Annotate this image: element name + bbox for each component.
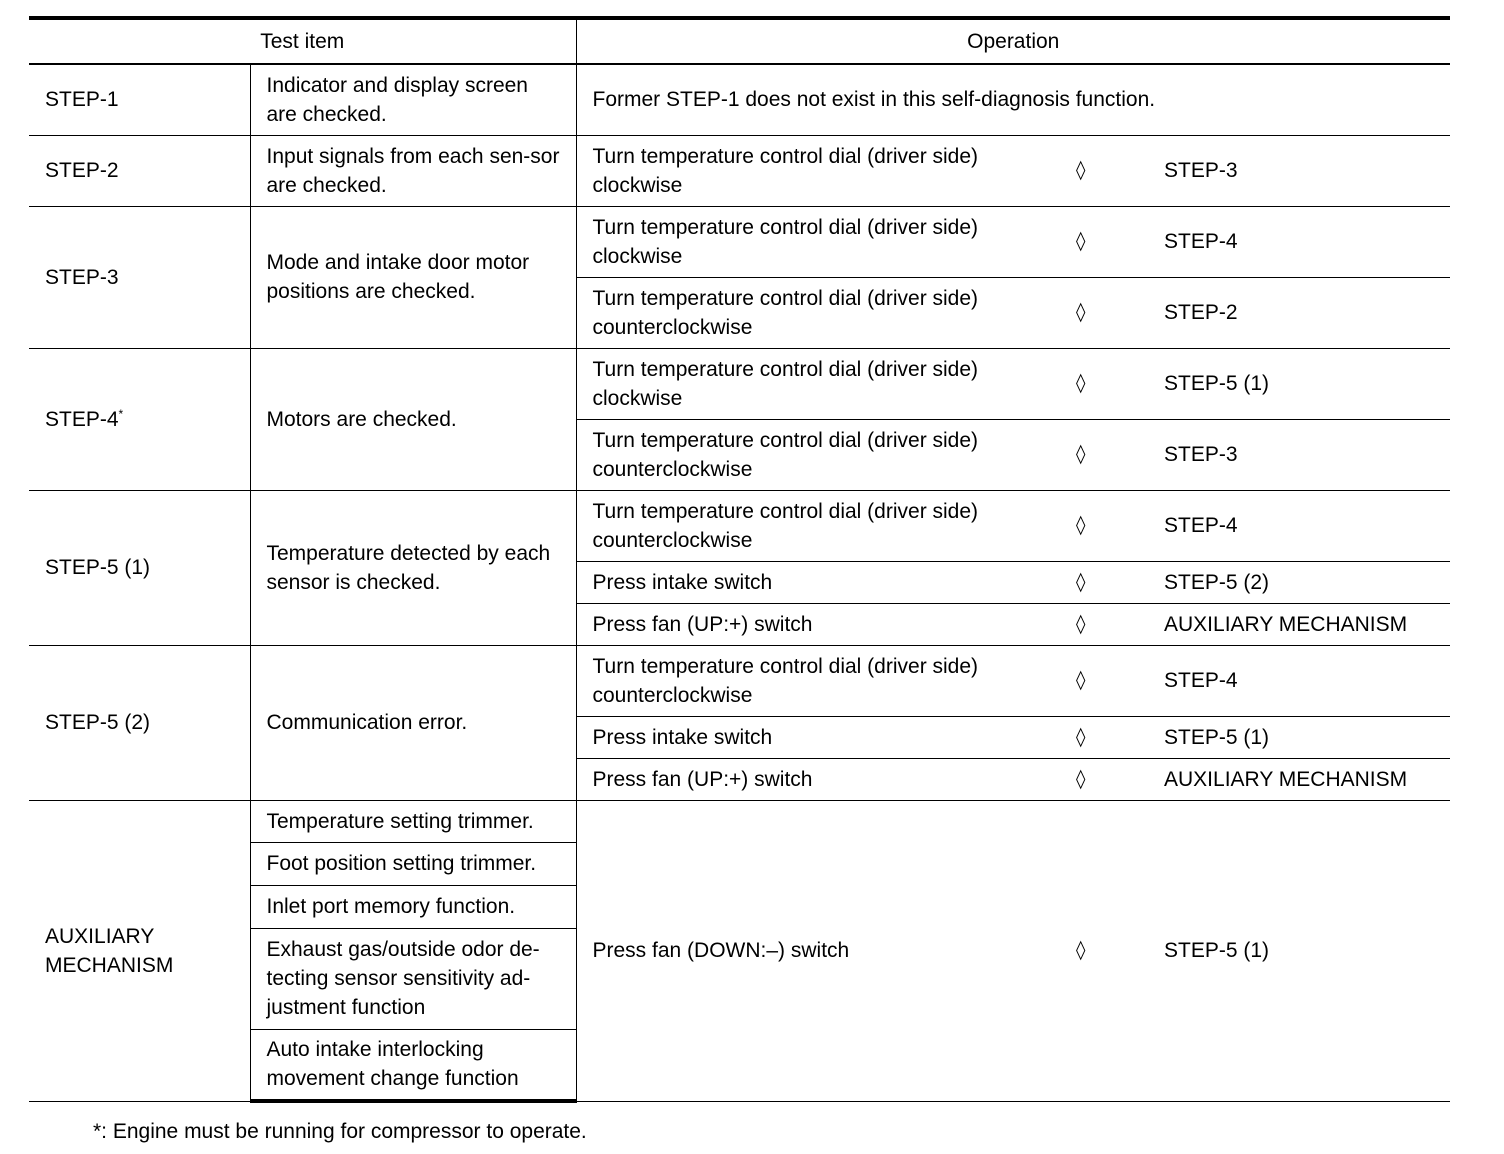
table-header-row xyxy=(29,18,1450,64)
operation-text: Press fan (DOWN:–) switch xyxy=(576,800,1060,1101)
arrow-icon: ◊ xyxy=(1060,490,1148,561)
target-step: AUXILIARY MECHANISM xyxy=(1148,603,1450,645)
operation-text: Turn temperature control dial (driver side) counterclockwise xyxy=(576,277,1060,348)
operation-text: Turn temperature control dial (driver side) clockwise xyxy=(576,135,1060,206)
operation-text: Press fan (UP:+) switch xyxy=(576,758,1060,800)
step-description: Communication error. xyxy=(250,645,576,800)
arrow-icon: ◊ xyxy=(1060,603,1148,645)
step-label: STEP-1 xyxy=(29,64,250,135)
arrow-icon: ◊ xyxy=(1060,348,1148,419)
header-operation: Operation xyxy=(576,18,1450,64)
table-row xyxy=(29,490,1450,561)
target-step: STEP-4 xyxy=(1148,206,1450,277)
footnote: *: Engine must be running for compressor to operate. xyxy=(93,1120,587,1143)
operation-text: Press intake switch xyxy=(576,716,1060,758)
step-label: AUXILIARY MECHANISM xyxy=(29,800,250,1101)
target-step: STEP-4 xyxy=(1148,490,1450,561)
step-description: Indicator and display screen are checked. xyxy=(250,64,576,135)
operation-text: Turn temperature control dial (driver side) counterclockwise xyxy=(576,645,1060,716)
aux-item: Foot position setting trimmer. xyxy=(250,842,576,885)
step-label xyxy=(29,348,250,490)
table-row xyxy=(29,348,1450,419)
target-step: STEP-3 xyxy=(1148,135,1450,206)
header-test-item: Test item xyxy=(29,18,576,64)
asterisk-mark: * xyxy=(118,406,124,421)
arrow-icon: ◊ xyxy=(1060,645,1148,716)
arrow-icon: ◊ xyxy=(1060,135,1148,206)
target-step: STEP-5 (1) xyxy=(1148,348,1450,419)
step-description: Motors are checked. xyxy=(250,348,576,490)
table-row xyxy=(29,206,1450,277)
target-step: STEP-2 xyxy=(1148,277,1450,348)
target-step: STEP-5 (1) xyxy=(1148,800,1450,1101)
operation-text: Turn temperature control dial (driver side) counterclockwise xyxy=(576,490,1060,561)
arrow-icon: ◊ xyxy=(1060,716,1148,758)
aux-item: Inlet port memory function. xyxy=(250,885,576,928)
operation-text: Turn temperature control dial (driver side) clockwise xyxy=(576,206,1060,277)
step-label: STEP-5 (2) xyxy=(29,645,250,800)
aux-item: Auto intake interlocking movement change function xyxy=(250,1029,576,1101)
table-row xyxy=(29,135,1450,206)
step-description: Input signals from each sen-sor are checked. xyxy=(250,135,576,206)
step-description: Mode and intake door motor positions are checked. xyxy=(250,206,576,348)
operation-text: Turn temperature control dial (driver side) counterclockwise xyxy=(576,419,1060,490)
target-step: STEP-5 (2) xyxy=(1148,561,1450,603)
self-diagnosis-table xyxy=(29,16,1450,1103)
arrow-icon: ◊ xyxy=(1060,277,1148,348)
operation-text: Press intake switch xyxy=(576,561,1060,603)
aux-item: Temperature setting trimmer. xyxy=(250,800,576,842)
target-step: STEP-4 xyxy=(1148,645,1450,716)
arrow-icon: ◊ xyxy=(1060,419,1148,490)
table-row xyxy=(29,800,1450,842)
arrow-icon: ◊ xyxy=(1060,561,1148,603)
aux-item: Exhaust gas/outside odor de-tecting sensor sensitivity ad-justment function xyxy=(250,928,576,1029)
operation-text: Press fan (UP:+) switch xyxy=(576,603,1060,645)
target-step: STEP-5 (1) xyxy=(1148,716,1450,758)
table-row xyxy=(29,645,1450,716)
step-label: STEP-2 xyxy=(29,135,250,206)
operation-text: Turn temperature control dial (driver side) clockwise xyxy=(576,348,1060,419)
operation-text: Former STEP-1 does not exist in this self-diagnosis function. xyxy=(576,64,1450,135)
target-step: AUXILIARY MECHANISM xyxy=(1148,758,1450,800)
arrow-icon: ◊ xyxy=(1060,206,1148,277)
step-label: STEP-5 (1) xyxy=(29,490,250,645)
table-row xyxy=(29,64,1450,135)
step-label-text: STEP-4 xyxy=(45,407,119,431)
arrow-icon: ◊ xyxy=(1060,758,1148,800)
step-label: STEP-3 xyxy=(29,206,250,348)
target-step: STEP-3 xyxy=(1148,419,1450,490)
arrow-icon: ◊ xyxy=(1060,800,1148,1101)
step-description: Temperature detected by each sensor is checked. xyxy=(250,490,576,645)
